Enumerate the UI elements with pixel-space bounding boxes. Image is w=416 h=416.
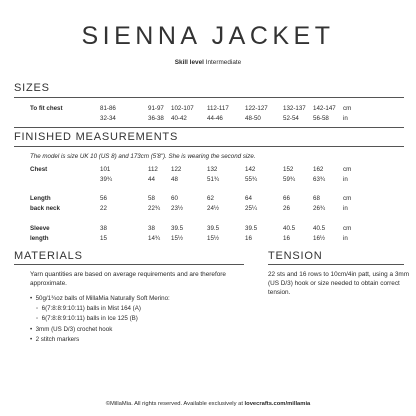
length-in-cell: 23½: [171, 205, 184, 212]
materials-heading: MATERIALS: [14, 250, 83, 262]
sleeve-cm-cell: 40.5: [283, 225, 296, 232]
length-cm-cell: 64: [245, 195, 252, 202]
sizes-heading: SIZES: [14, 82, 50, 94]
length-label: Length: [30, 195, 51, 202]
skill-level-label: Skill level: [174, 59, 204, 66]
sizes-bottom-rule: [14, 127, 404, 128]
sizes-cm-cell: 102-107: [171, 105, 194, 112]
sleeve-cm-cell: 39.5: [207, 225, 220, 232]
sizes-cm-cell: 142-147: [313, 105, 336, 112]
chest-in-cell: 48: [171, 176, 178, 183]
length-in-cell: 26¾: [313, 205, 326, 212]
sleeve-in-cell: 15: [100, 235, 107, 242]
length-in-cell: 26: [283, 205, 290, 212]
sizes-in-cell: 44-46: [207, 115, 223, 122]
length-cm-cell: 68: [313, 195, 320, 202]
sizes-cm-cell: 132-137: [283, 105, 306, 112]
chest-in-cell: 51¾: [207, 176, 220, 183]
chest-in-cell: 55¾: [245, 176, 258, 183]
materials-rule: [14, 264, 244, 265]
sleeve-cm-cell: 40.5: [313, 225, 326, 232]
tension-rule: [268, 264, 404, 265]
skill-level: [0, 59, 416, 66]
chest-cm-cell: 142: [245, 166, 256, 173]
sleeve-in-cell: 16: [245, 235, 252, 242]
sleeve-in-cell: 14¾: [148, 235, 161, 242]
sleeve-cm-cell: 39.5: [171, 225, 184, 232]
sleeve-length-label: length: [30, 235, 49, 242]
sizes-cm-cell: 91-97: [148, 105, 164, 112]
sizes-in-cell: 56-58: [313, 115, 329, 122]
materials-intro: Yarn quantities are based on average requirements and are therefore approximate.: [30, 271, 226, 287]
chest-cm-cell: 112: [148, 166, 158, 173]
back-neck-label: back neck: [30, 205, 60, 212]
chest-cm-cell: 101: [100, 166, 111, 173]
length-cm-cell: 58: [148, 195, 155, 202]
to-fit-chest-label: To fit chest: [30, 105, 63, 112]
sizes-in-unit: in: [343, 115, 348, 122]
length-in-unit: in: [343, 205, 348, 212]
chest-in-unit: in: [343, 176, 348, 183]
sizes-cm-cell: 112-117: [207, 105, 229, 112]
yarn-sub-a-text: 6(7:8:8:9:10:11) balls in Mist 164 (A): [41, 305, 141, 312]
length-in-cell: 22: [100, 205, 107, 212]
finished-rule: [14, 146, 404, 147]
chest-cm-cell: 132: [207, 166, 218, 173]
length-cm-cell: 56: [100, 195, 107, 202]
finished-heading: FINISHED MEASUREMENTS: [14, 131, 179, 143]
chest-in-cell: 59¾: [283, 176, 296, 183]
markers-item: • 2 stitch markers: [30, 336, 80, 343]
length-in-cell: 22¾: [148, 205, 161, 212]
sleeve-cm-cell: 38: [148, 225, 155, 232]
markers-text: 2 stitch markers: [35, 336, 80, 343]
chest-cm-cell: 122: [171, 166, 182, 173]
sizes-cm-unit: cm: [343, 105, 352, 112]
hook-text: 3mm (US D/3) crochet hook: [35, 326, 113, 333]
page-title: SIENNA JACKET: [81, 22, 335, 50]
sizes-rule: [14, 97, 404, 98]
sleeve-in-cell: 15½: [171, 235, 184, 242]
chest-in-cell: 39¾: [100, 176, 113, 183]
yarn-sub-a: ◦ 6(7:8:8:9:10:11) balls in Mist 164 (A): [36, 305, 141, 312]
sizes-cm-cell: 122-127: [245, 105, 268, 112]
skill-level-value: Intermediate: [205, 59, 242, 66]
length-cm-cell: 66: [283, 195, 290, 202]
hook-item: • 3mm (US D/3) crochet hook: [30, 326, 113, 333]
sizes-in-cell: 52-54: [283, 115, 299, 122]
sleeve-cm-unit: cm: [343, 225, 352, 232]
sizes-in-cell: 40-42: [171, 115, 187, 122]
chest-cm-cell: 162: [313, 166, 324, 173]
chest-in-cell: 63¾: [313, 176, 326, 183]
footer-link[interactable]: lovecrafts.com/millamia: [244, 401, 311, 407]
sizes-in-cell: 48-50: [245, 115, 261, 122]
yarn-sub-b-text: 6(7:8:8:9:10:11) balls in Ice 125 (B): [41, 315, 138, 322]
sleeve-in-cell: 15½: [207, 235, 220, 242]
length-in-cell: 24½: [207, 205, 220, 212]
footer-text: ©MillaMia. All rights reserved. Available exclusively at: [105, 401, 245, 407]
sizes-cm-cell: 81-86: [100, 105, 116, 112]
chest-cm-cell: 152: [283, 166, 294, 173]
length-cm-cell: 62: [207, 195, 214, 202]
chest-cm-unit: cm: [343, 166, 352, 173]
footer: [0, 401, 416, 407]
length-in-cell: 25¼: [245, 205, 258, 212]
sleeve-in-unit: in: [343, 235, 348, 242]
length-cm-unit: cm: [343, 195, 352, 202]
sleeve-cm-cell: 38: [100, 225, 107, 232]
sleeve-cm-cell: 39.5: [245, 225, 258, 232]
yarn-sub-b: ◦ 6(7:8:8:9:10:11) balls in Ice 125 (B): [36, 315, 138, 322]
sleeve-in-cell: 16: [283, 235, 290, 242]
model-note: The model is size UK 10 (US 8) and 173cm (5'8"). She is wearing the second size.: [30, 153, 256, 160]
length-cm-cell: 60: [171, 195, 178, 202]
tension-text: 22 sts and 16 rows to 10cm/4in patt, using a 3mm (US D/3) hook or size needed to obtain correct tension.: [268, 271, 410, 296]
sizes-in-cell: 32-34: [100, 115, 116, 122]
sizes-in-cell: 36-38: [148, 115, 164, 122]
chest-label: Chest: [30, 166, 48, 173]
yarn-item: • 50g/1¾oz balls of MillaMia Naturally Soft Merino:: [30, 295, 170, 302]
chest-in-cell: 44: [148, 176, 155, 183]
sleeve-in-cell: 16½: [313, 235, 326, 242]
tension-heading: TENSION: [268, 250, 323, 262]
sleeve-label: Sleeve: [30, 225, 50, 232]
yarn-text: 50g/1¾oz balls of MillaMia Naturally Soft Merino:: [35, 295, 170, 302]
